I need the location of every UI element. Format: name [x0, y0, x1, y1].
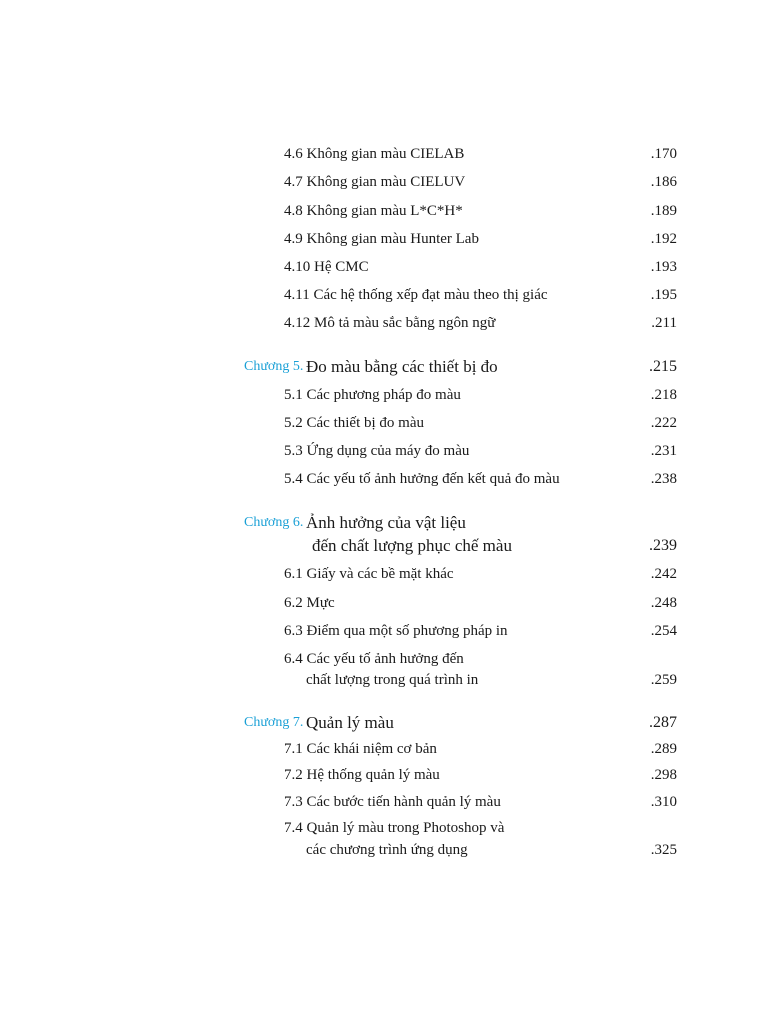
toc-page-7-3: .310 — [650, 794, 677, 810]
toc-page-5-4: .238 — [650, 471, 677, 487]
toc-page-7-4: .325 — [650, 842, 677, 858]
chapter-6-title-line2[interactable]: đến chất lượng phục chế màu — [312, 536, 512, 555]
toc-entry-5-1[interactable]: 5.1 Các phương pháp đo màu — [284, 387, 461, 403]
toc-entry-6-4-line1[interactable]: 6.4 Các yếu tố ảnh hưởng đến — [284, 651, 464, 667]
toc-page-7-1: .289 — [650, 741, 677, 757]
toc-entry-7-1[interactable]: 7.1 Các khái niệm cơ bản — [284, 741, 437, 757]
toc-entry-4-10[interactable]: 4.10 Hệ CMC — [284, 259, 369, 275]
toc-entry-6-1[interactable]: 6.1 Giấy và các bề mặt khác — [284, 566, 454, 582]
chapter-5-title[interactable]: Đo màu bằng các thiết bị đo — [306, 357, 498, 376]
toc-entry-7-3[interactable]: 7.3 Các bước tiến hành quản lý màu — [284, 794, 501, 810]
toc-page-5-1: .218 — [650, 387, 677, 403]
chapter-5-page: .215 — [649, 358, 677, 375]
toc-page-5-3: .231 — [650, 443, 677, 459]
toc-entry-7-4-line2[interactable]: các chương trình ứng dụng — [306, 842, 468, 858]
toc-entry-6-3[interactable]: 6.3 Điểm qua một số phương pháp in — [284, 623, 508, 639]
chapter-6-title-line1[interactable]: Ảnh hưởng của vật liệu — [306, 513, 466, 532]
toc-entry-4-7[interactable]: 4.7 Không gian màu CIELUV — [284, 174, 466, 190]
chapter-7-label: Chương 7. — [244, 715, 304, 730]
toc-entry-7-2[interactable]: 7.2 Hệ thống quản lý màu — [284, 767, 440, 783]
toc-entry-4-9[interactable]: 4.9 Không gian màu Hunter Lab — [284, 231, 479, 247]
chapter-7-title[interactable]: Quản lý màu — [306, 713, 394, 732]
chapter-6-label: Chương 6. — [244, 515, 304, 530]
chapter-7-page: .287 — [649, 714, 677, 731]
toc-page-4-11: .195 — [650, 287, 677, 303]
toc-page-4-9: .192 — [650, 231, 677, 247]
chapter-6-page: .239 — [649, 537, 677, 554]
toc-page-6-2: .248 — [650, 595, 677, 611]
toc-page-4-12: .211 — [651, 315, 677, 331]
toc-page-4-8: .189 — [650, 203, 677, 219]
toc-entry-6-4-line2[interactable]: chất lượng trong quá trình in — [306, 672, 479, 688]
toc-page-6-1: .242 — [650, 566, 677, 582]
toc-page-4-7: .186 — [650, 174, 677, 190]
toc-entry-4-11[interactable]: 4.11 Các hệ thống xếp đạt màu theo thị giác — [284, 287, 548, 303]
toc-entry-4-8[interactable]: 4.8 Không gian màu L*C*H* — [284, 203, 463, 219]
toc-page-6-3: .254 — [650, 623, 677, 639]
toc-page-7-2: .298 — [650, 767, 677, 783]
toc-entry-4-6[interactable]: 4.6 Không gian màu CIELAB — [284, 146, 465, 162]
toc-entry-5-2[interactable]: 5.2 Các thiết bị đo màu — [284, 415, 424, 431]
toc-page-4-10: .193 — [650, 259, 677, 275]
toc-entry-7-4-line1[interactable]: 7.4 Quản lý màu trong Photoshop và — [284, 820, 505, 836]
toc-entry-5-4[interactable]: 5.4 Các yếu tố ảnh hưởng đến kết quả đo màu — [284, 471, 560, 487]
chapter-5-label: Chương 5. — [244, 359, 304, 374]
toc-entry-5-3[interactable]: 5.3 Ứng dụng của máy đo màu — [284, 443, 470, 459]
toc-page-5-2: .222 — [650, 415, 677, 431]
toc-page-4-6: .170 — [650, 146, 677, 162]
toc-entry-4-12[interactable]: 4.12 Mô tả màu sắc bằng ngôn ngữ — [284, 315, 496, 331]
toc-page-6-4: .259 — [650, 672, 677, 688]
toc-entry-6-2[interactable]: 6.2 Mực — [284, 595, 335, 611]
